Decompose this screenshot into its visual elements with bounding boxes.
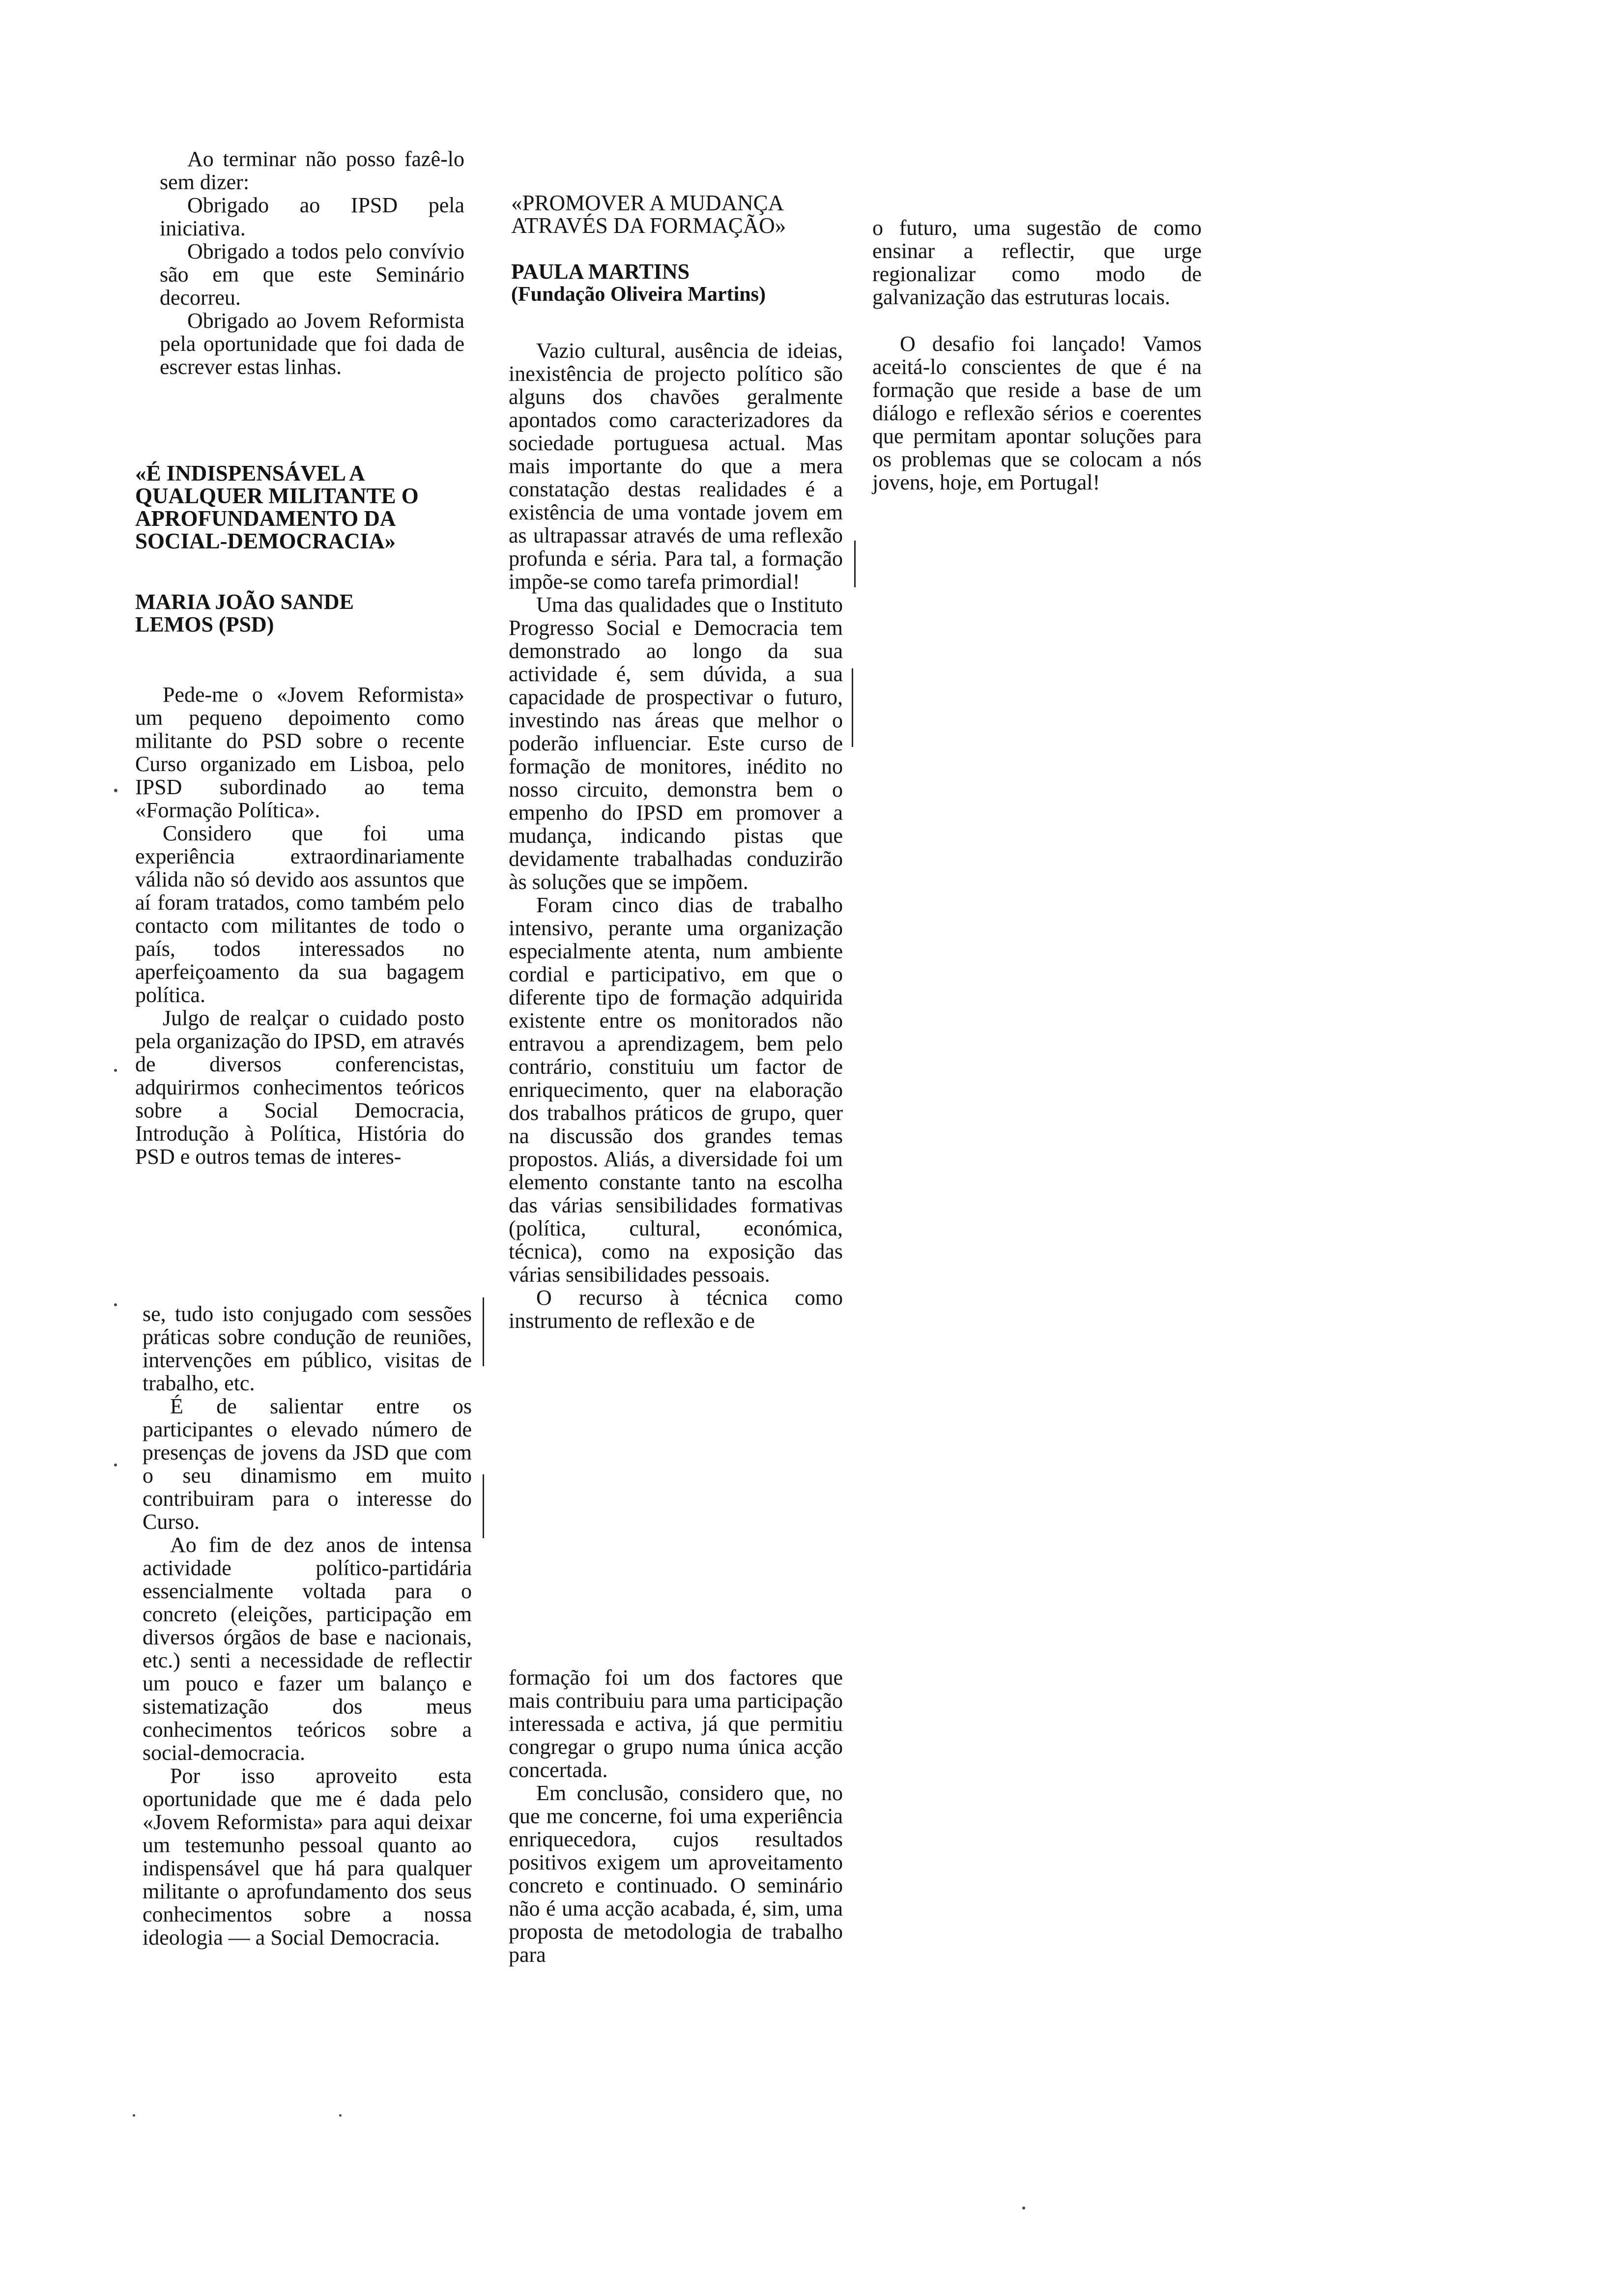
column-1-body-b <box>143 1302 472 1949</box>
article-affiliation: (Fundação Oliveira Martins) <box>511 283 766 306</box>
paragraph: formação foi um dos factores que mais contribuiu para uma participação interessada e activa, já que permitiu congregar o grupo numa única acção concertada. <box>509 1665 843 1782</box>
paragraph: É de salientar entre os participantes o elevado número de presenças de jovens da JSD que com o seu dinamismo em muito contribuiram para o interesse do Curso. <box>143 1394 472 1534</box>
paragraph: Uma das qualidades que o Instituto Progresso Social e Democracia tem demonstrado ao longo da sua actividade é, sem dúvida, a sua capacidade de prospectivar o futuro, investindo nas áreas que melhor o poderão influenciar. Este curso de formação de monitores, inédito no nosso circuito, demonstra bem o empenho do IPSD em promover a mudança, indicando pistas que devidamente trabalhadas conduzirão às soluções que se impõem. <box>509 593 843 894</box>
print-speck <box>114 1464 117 1466</box>
print-speck <box>114 1069 117 1072</box>
column-rule <box>852 668 853 747</box>
column-2-article-header <box>511 192 850 306</box>
print-speck <box>114 1303 117 1306</box>
paragraph: O desafio foi lançado! Vamos aceitá-lo conscientes de que é na formação que reside a base de um diálogo e reflexão sérios e coerentes que permitam apontar soluções para os problemas que se colocam a nós jovens, hoje, em Portugal! <box>872 332 1202 494</box>
column-2-body-a <box>509 339 843 1332</box>
paragraph: Considero que foi uma experiência extraordinariamente válida não só devido aos assuntos que aí foram tratados, como também pelo contacto com militantes de todo o país, todos interessados no aperfeiçoamento da sua bagagem política. <box>135 821 464 1007</box>
paragraph: Obrigado ao Jovem Reformista pela oportunidade que foi dada de escrever estas linhas. <box>160 309 464 379</box>
column-1-body-a <box>135 683 464 1168</box>
column-rule <box>483 1297 484 1366</box>
paragraph: Em conclusão, considero que, no que me concerne, foi uma experiência enriquecedora, cujos resultados positivos exigem um aproveitamento concreto e continuado. O seminário não é uma acção acabada, é, sim, uma proposta de metodologia de trabalho para <box>509 1781 843 1967</box>
article-author: MARIA JOÃO SANDE LEMOS (PSD) <box>135 590 354 636</box>
paragraph: o futuro, uma sugestão de como ensinar a reflectir, que urge regionalizar como modo de galvanização das estruturas locais. <box>872 216 1202 309</box>
article-headline: «PROMOVER A MUDANÇA ATRAVÉS DA FORMAÇÃO» <box>511 191 786 238</box>
print-speck <box>133 2114 135 2117</box>
paragraph: Obrigado a todos pelo convívio são em que este Seminário decorreu. <box>160 239 464 310</box>
column-1-article-header <box>135 462 469 636</box>
article-headline: «É INDISPENSÁVEL A QUALQUER MILITANTE O APROFUNDAMENTO DA SOCIAL-DEMOCRACIA» <box>135 461 419 553</box>
paragraph: Foram cinco dias de trabalho intensivo, perante uma organização especialmente atenta, num ambiente cordial e participativo, em que o diferente tipo de formação adquirida existente entre os monitorados não entravou a aprendizagem, bem pelo contrário, constituiu um factor de enriquecimento, quer na elaboração dos trabalhos práticos de grupo, quer na discussão dos grandes temas propostos. Aliás, a diversidade foi um elemento constante tanto na escolha das várias sensibilidades formativas (política, cultural, económica, técnica), como na exposição das várias sensibilidades pessoais. <box>509 893 843 1287</box>
print-speck <box>339 2114 342 2117</box>
paragraph: Por isso aproveito esta oportunidade que me é dada pelo «Jovem Reformista» para aqui deixar um testemunho pessoal quanto ao indispensável que há para qualquer militante o aprofundamento dos seus conhecimentos sobre a nossa ideologia — a Social Democracia. <box>143 1764 472 1950</box>
paragraph: Julgo de realçar o cuidado posto pela organização do IPSD, em através de diversos conferencistas, adquirirmos conhecimentos teóricos sobre a Social Democracia, Introdução à Política, História do PSD e outros temas de interes- <box>135 1006 464 1169</box>
print-speck <box>1022 2207 1025 2210</box>
column-rule <box>854 541 856 587</box>
paragraph: O recurso à técnica como instrumento de reflexão e de <box>509 1286 843 1333</box>
column-2-body-b <box>509 1666 843 1966</box>
paragraph: Ao terminar não posso fazê-lo sem dizer: <box>160 147 464 194</box>
paragraph: se, tudo isto conjugado com sessões práticas sobre condução de reuniões, intervenções em público, visitas de trabalho, etc. <box>143 1302 472 1395</box>
print-speck <box>114 789 117 792</box>
paragraph: Vazio cultural, ausência de ideias, inexistência de projecto político são alguns dos chavões geralmente apontados como caracterizadores da sociedade portuguesa actual. Mas mais importante do que a mera constatação destas realidades é a existência de uma vontade jovem em as ultrapassar através de uma reflexão profunda e séria. Para tal, a formação impõe-se como tarefa primordial! <box>509 339 843 594</box>
article-author: PAULA MARTINS <box>511 259 690 284</box>
column-3-body <box>872 216 1202 494</box>
paragraph: Obrigado ao IPSD pela iniciativa. <box>160 193 464 240</box>
column-rule <box>483 1474 484 1538</box>
paragraph: Pede-me o «Jovem Reformista» um pequeno depoimento como militante do PSD sobre o recente Curso organizado em Lisboa, pelo IPSD subordinado ao tema «Formação Política». <box>135 683 464 822</box>
paragraph: Ao fim de dez anos de intensa actividade político-partidária essencialmente voltada para o concreto (eleições, participação em diversos órgãos de base e nacionais, etc.) senti a necessidade de reflectir um pouco e fazer um balanço e sistematização dos meus conhecimentos teóricos sobre a social-democracia. <box>143 1533 472 1765</box>
column-1-intro <box>160 147 464 378</box>
